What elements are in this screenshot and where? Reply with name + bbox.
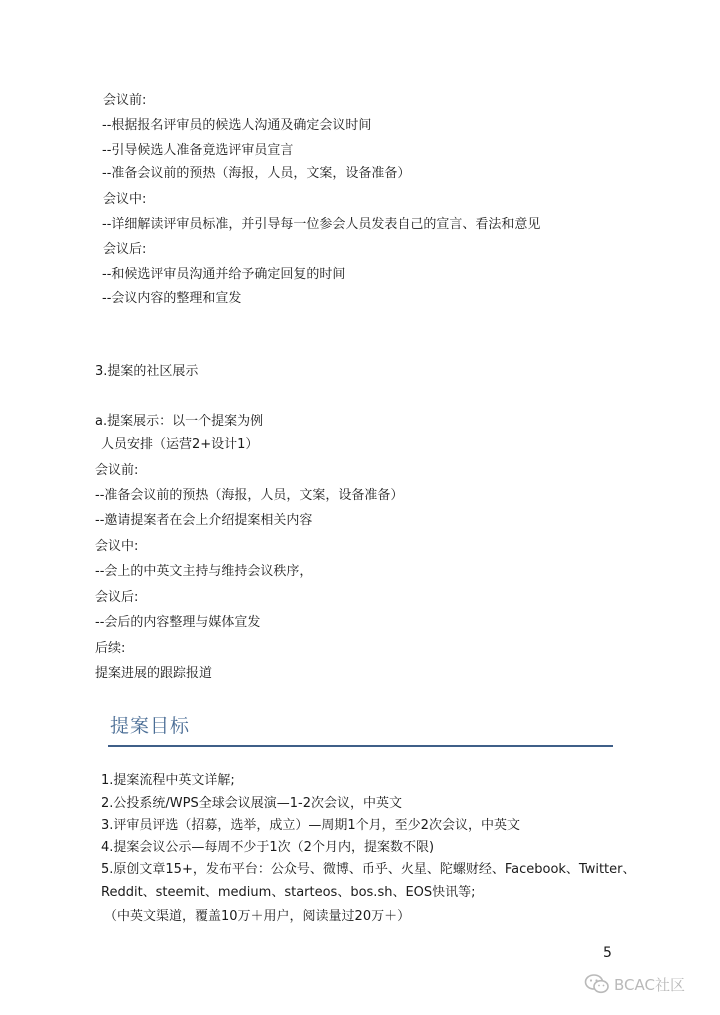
follow-up-item: 提案进展的跟踪报道 bbox=[95, 666, 213, 681]
proposal-display-intro: a.提案展示：以一个提案为例 bbox=[95, 414, 264, 429]
community-before-item-1: --准备会议前的预热（海报，人员，文案，设备准备） bbox=[95, 488, 404, 503]
watermark-text: BCAC社区 bbox=[614, 975, 685, 994]
community-before-item-2: --邀请提案者在会上介绍提案相关内容 bbox=[95, 513, 313, 528]
goals-heading: 提案目标 bbox=[110, 715, 191, 737]
goal-item-4: 4.提案会议公示—每周不少于1次（2个月内，提案数不限) bbox=[101, 840, 435, 855]
meeting-before-item-1: --根据报名评审员的候选人沟通及确定会议时间 bbox=[102, 118, 372, 133]
meeting-after-label: 会议后: bbox=[103, 242, 147, 257]
section-title-community: 3.提案的社区展示 bbox=[95, 364, 199, 379]
community-after-label: 会议后: bbox=[95, 590, 139, 605]
community-before-label: 会议前: bbox=[95, 463, 139, 478]
staffing-line: 人员安排（运营2+设计1） bbox=[101, 437, 259, 452]
meeting-before-item-2: --引导候选人准备竟选评审员宣言 bbox=[102, 143, 294, 158]
wechat-icon bbox=[584, 973, 610, 995]
community-after-item-1: --会后的内容整理与媒体宣发 bbox=[95, 615, 261, 630]
watermark bbox=[584, 972, 685, 996]
meeting-after-item-2: --会议内容的整理和宣发 bbox=[102, 291, 242, 306]
community-during-label: 会议中: bbox=[95, 539, 139, 554]
meeting-after-item-1: --和候选评审员沟通并给予确定回复的时间 bbox=[102, 267, 346, 282]
meeting-before-item-3: --准备会议前的预热（海报，人员，文案，设备准备） bbox=[102, 166, 411, 181]
goal-item-5: 5.原创文章15+，发布平台：公众号、微博、币乎、火星、陀螺财经、Facebook、Twitter、 bbox=[101, 862, 636, 877]
goal-item-2: 2.公投系统/WPS全球会议展演—1-2次会议，中英文 bbox=[101, 796, 402, 811]
meeting-during-label: 会议中: bbox=[103, 192, 147, 207]
follow-up-label: 后续: bbox=[95, 641, 126, 656]
meeting-during-item-1: --详细解读评审员标准，并引导每一位参会人员发表自己的宣言、看法和意见 bbox=[102, 217, 541, 232]
meeting-before-label: 会议前: bbox=[103, 93, 147, 108]
goal-item-1: 1.提案流程中英文详解; bbox=[101, 773, 235, 788]
page-number: 5 bbox=[603, 945, 612, 961]
goal-item-5-note: （中英文渠道，覆盖10万＋用户，阅读量过20万＋） bbox=[104, 909, 411, 924]
community-during-item-1: --会上的中英文主持与维持会议秩序， bbox=[95, 564, 313, 579]
goal-item-3: 3.评审员评选（招募，选举，成立）—周期1个月，至少2次会议，中英文 bbox=[101, 818, 520, 833]
goal-item-5-continued: Reddit、steemit、medium、starteos、bos.sh、EOS快讯等; bbox=[101, 885, 476, 900]
heading-divider bbox=[108, 745, 613, 747]
